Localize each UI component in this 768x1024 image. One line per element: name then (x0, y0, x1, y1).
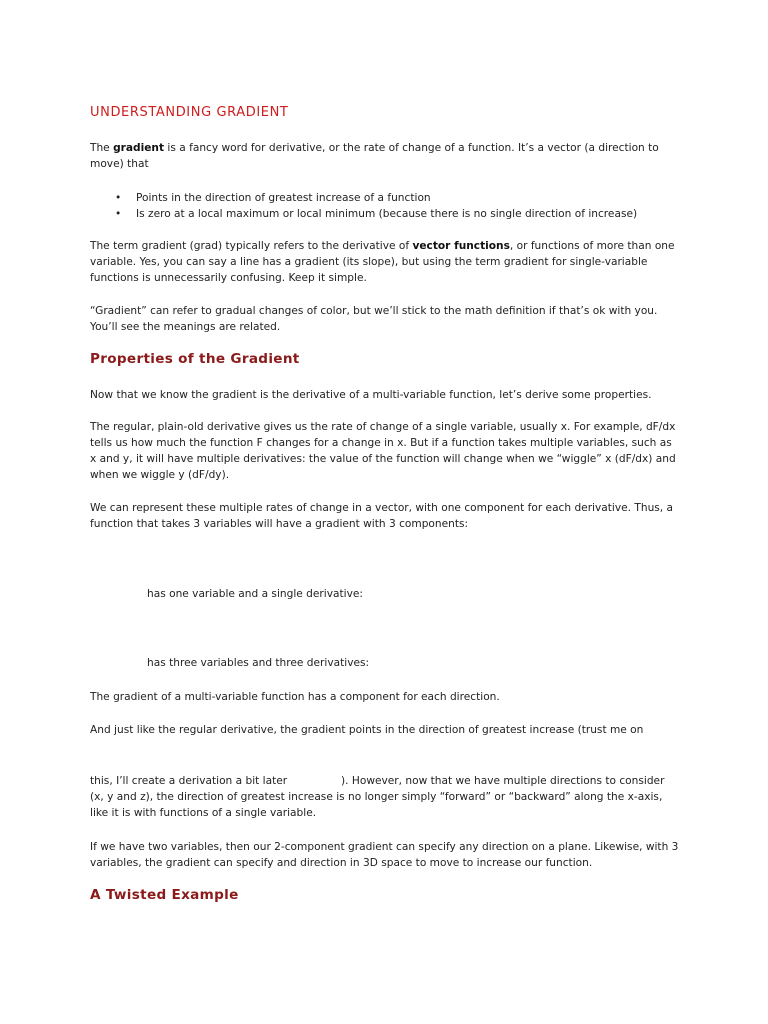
three-variables-caption: has three variables and three derivatives: (147, 657, 370, 669)
derivation-paragraph: this, I’ll create a derivation a bit later ). However, now that we have multiple directions to consider (x, y and z), the direction of greatest increase is no longer simply “forward” or “backward” along the x-axis, like it is with functions of a single variable. (90, 775, 668, 819)
term-paragraph: The term gradient (grad) typically refers to the derivative of vector functions, or functions of more than one variable. Yes, you can say a line has a gradient (its slope), but using the term gradient for single-variable functions is unnecessarily confusing. Keep it simple. (90, 240, 675, 284)
regular-derivative-paragraph: The regular, plain-old derivative gives us the rate of change of a single variable, usually x. For example, dF/dx tells us how much the function F changes for a change in x. But if a function takes multiple variables, such as x and y, it will have multiple derivatives: the value of the function will change when we “wiggle” x (dF/dx) and when we wiggle y (dF/dy). (90, 421, 676, 481)
color-paragraph: “Gradient” can refer to gradual changes of color, but we’ll stick to the math definition if that’s ok with you. You’ll see the meanings are related. (90, 305, 658, 333)
section-heading-properties: Properties of the Gradient (90, 351, 300, 367)
two-variables-paragraph: If we have two variables, then our 2-component gradient can specify any direction on a plane. Likewise, with 3 variables, the gradient can specify and direction in 3D space to move to increase our function. (90, 841, 679, 869)
gradient-term: gradient (113, 142, 165, 154)
intro-paragraph: The gradient is a fancy word for derivative, or the rate of change of a function. It’s a vector (a direction to move) that (90, 142, 659, 170)
greatest-increase-paragraph: And just like the regular derivative, the gradient points in the direction of greatest increase (trust me on (90, 724, 644, 736)
one-variable-caption: has one variable and a single derivative: (147, 588, 363, 600)
represent-paragraph: We can represent these multiple rates of change in a vector, with one component for each derivative. Thus, a function that takes 3 variables will have a gradient with 3 components: (90, 502, 674, 530)
vector-functions-term: vector functions (412, 240, 510, 252)
list-item: • Points in the direction of greatest increase of a function (115, 192, 431, 204)
property-list (90, 190, 637, 222)
list-item: • Is zero at a local maximum or local minimum (because there is no single direction of increase) (115, 208, 638, 220)
page-title: UNDERSTANDING GRADIENT (90, 105, 289, 120)
bullet-icon: • (115, 208, 122, 220)
bullet-icon: • (115, 192, 122, 204)
component-paragraph: The gradient of a multi-variable function has a component for each direction. (90, 691, 500, 703)
section-heading-twisted-example: A Twisted Example (90, 887, 239, 903)
now-paragraph: Now that we know the gradient is the derivative of a multi-variable function, let’s derive some properties. (90, 389, 652, 401)
